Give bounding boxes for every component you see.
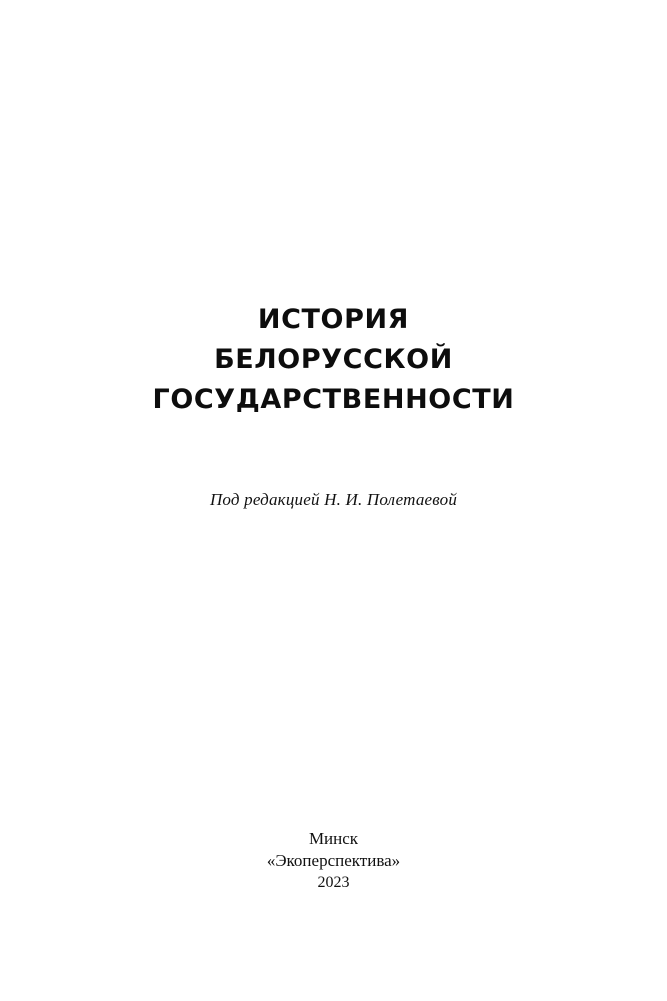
- imprint-city: Минск: [308, 829, 359, 848]
- imprint-publisher: «Экоперспектива»: [266, 851, 401, 870]
- book-title-line-3: ГОСУДАРСТВЕННОСТИ: [152, 384, 515, 415]
- imprint-year: 2023: [317, 874, 350, 891]
- book-title-line-1: ИСТОРИЯ: [257, 304, 410, 335]
- editor-credit: [0, 490, 667, 510]
- editor-credit-text: Под редакцией Н. И. Полетаевой: [209, 490, 458, 509]
- book-title-line-2: БЕЛОРУССКОЙ: [214, 344, 453, 375]
- book-title: [0, 300, 667, 420]
- imprint: [0, 828, 667, 894]
